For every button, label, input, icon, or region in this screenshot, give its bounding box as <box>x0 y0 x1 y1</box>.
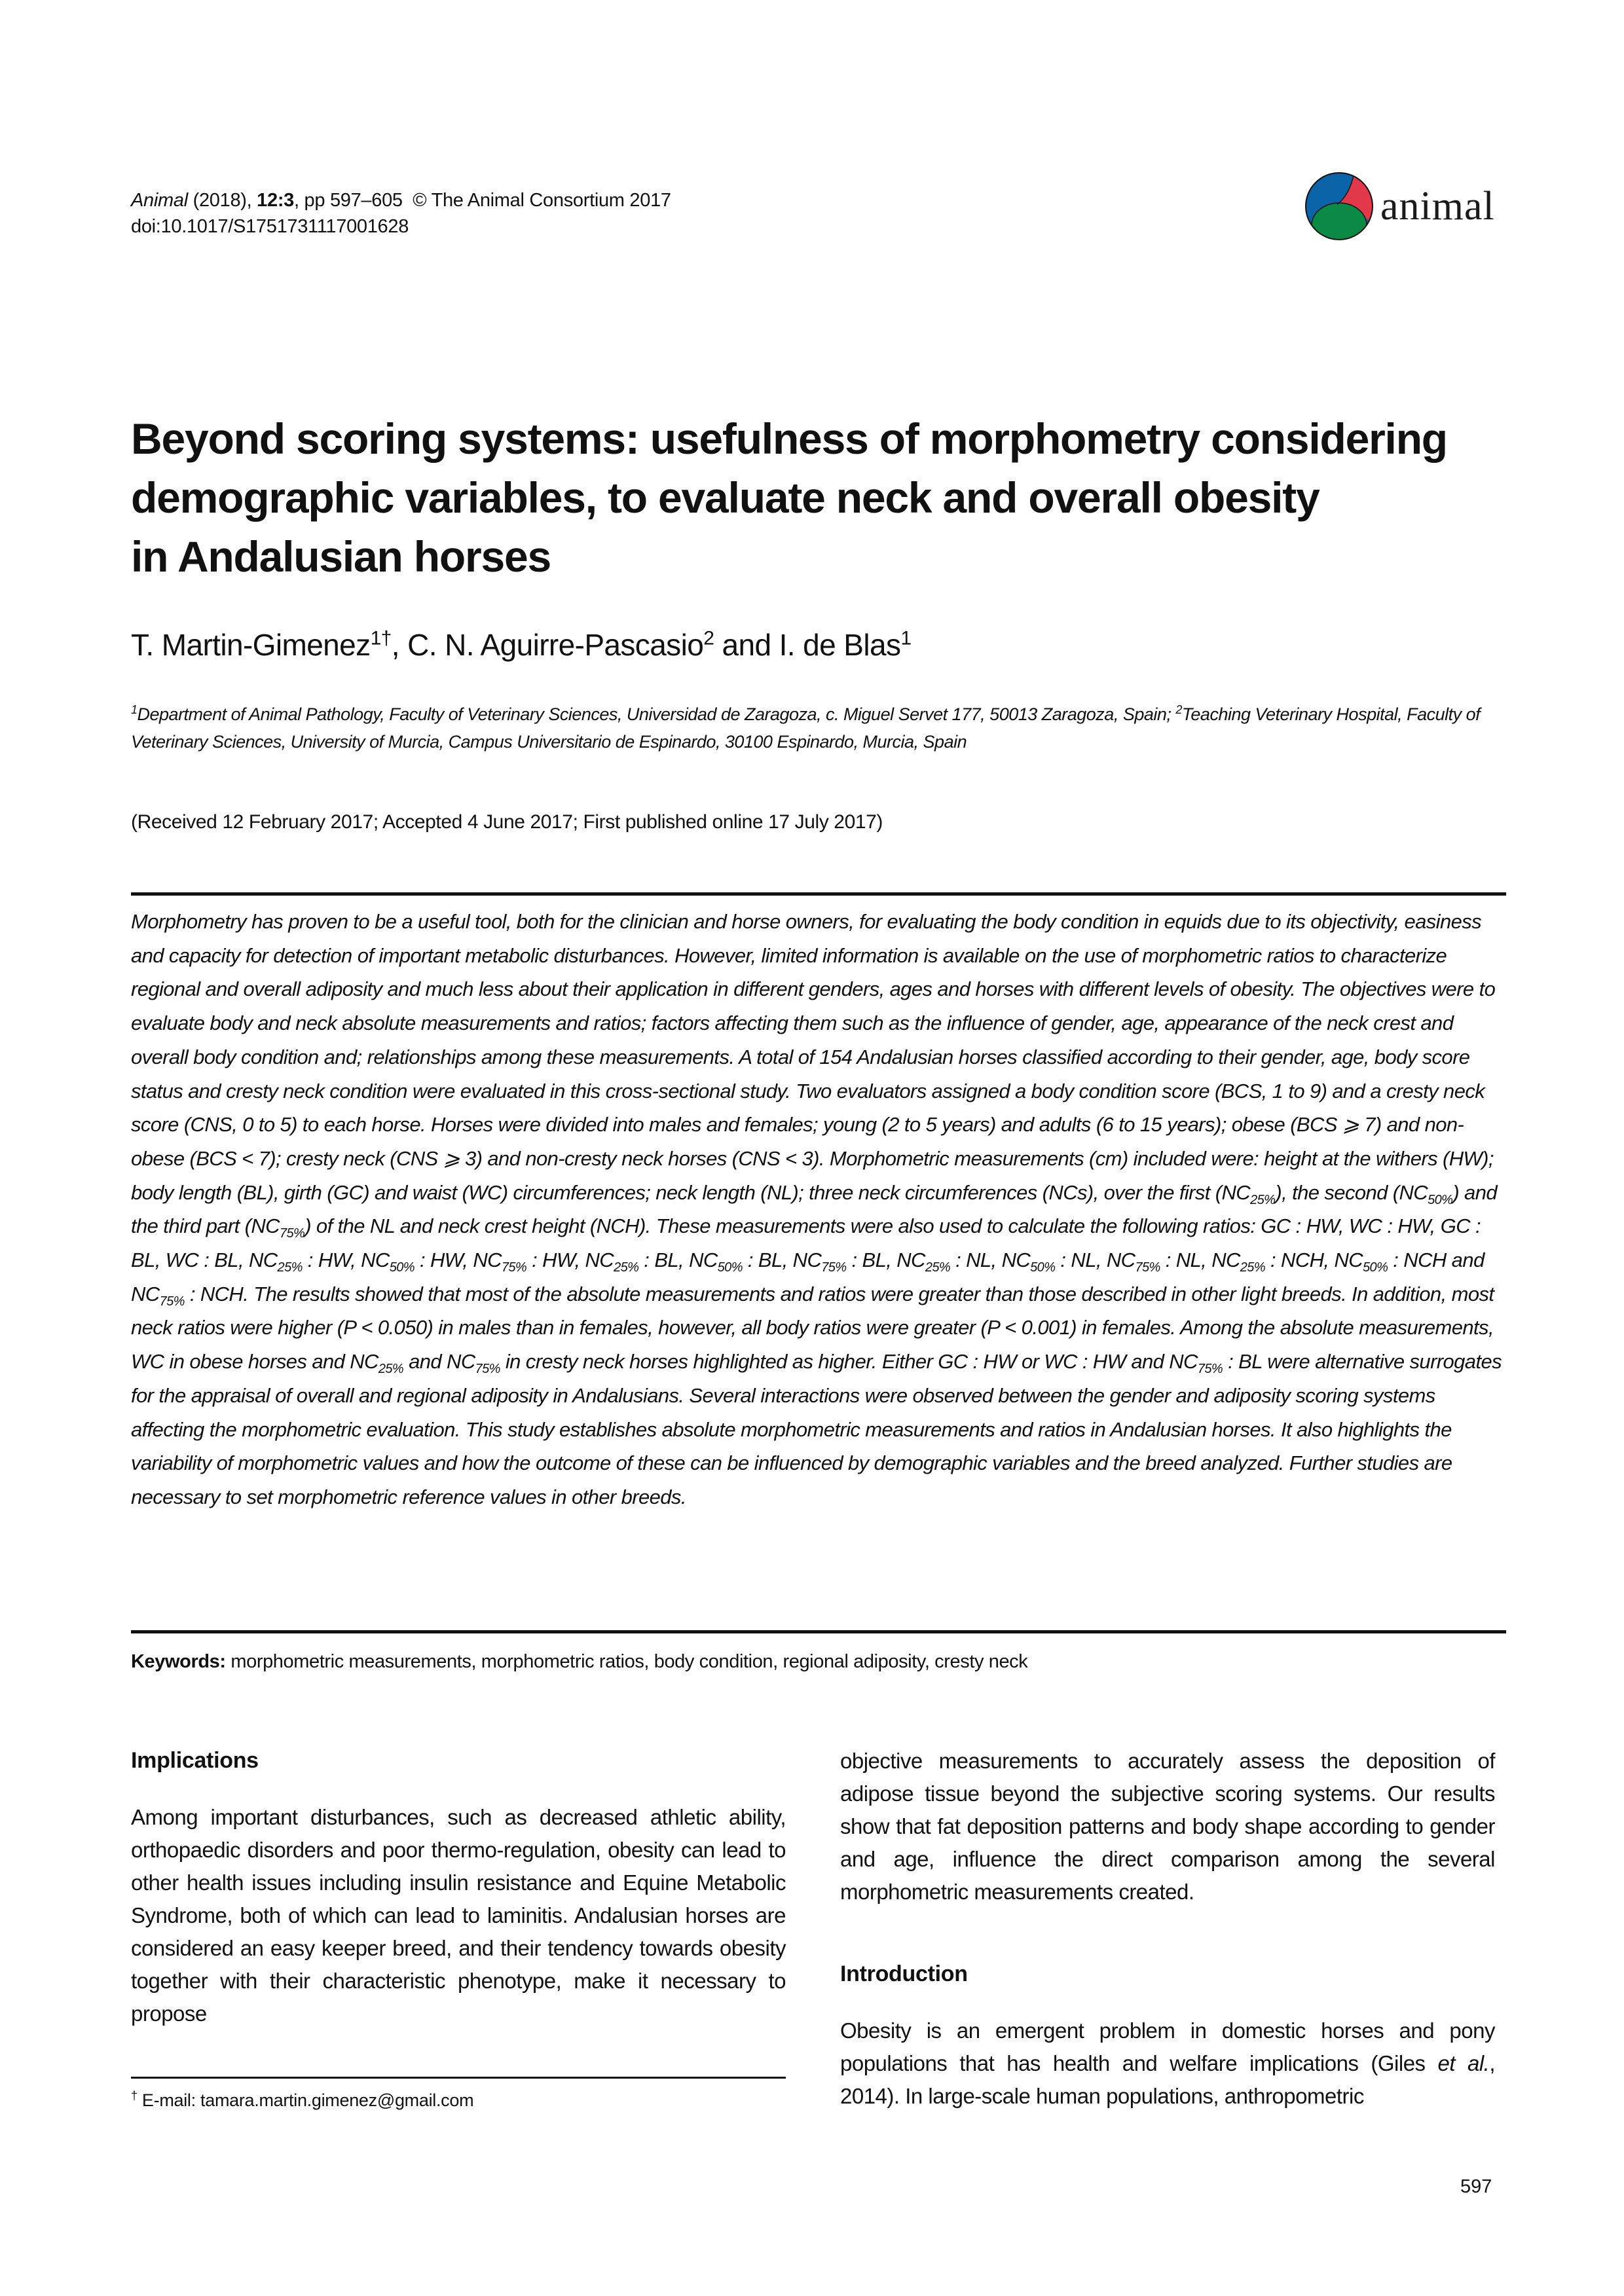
abstract-text: : NL, NC <box>950 1248 1031 1272</box>
doi[interactable]: doi:10.1017/S1751731117001628 <box>131 216 409 237</box>
abstract-text: ) and the third part (NC <box>131 1180 1497 1238</box>
page-range: , pp 597–605 <box>294 190 403 211</box>
footnote-rule <box>131 2077 786 2079</box>
citation-line <box>131 187 671 213</box>
subscript: 50% <box>1363 1260 1388 1275</box>
title-line: Beyond scoring systems: usefulness of morphometry considering <box>131 414 1447 463</box>
keywords-text: morphometric measurements, morphometric ratios, body condition, regional adiposity, cresty neck <box>225 1651 1028 1672</box>
subscript: 25% <box>1240 1260 1266 1275</box>
journal-name: Animal <box>131 190 188 211</box>
title-line: in Andalusian horses <box>131 532 551 581</box>
abstract-text: : NL, NC <box>1160 1248 1240 1272</box>
abstract-text: : BL, NC <box>638 1248 718 1272</box>
journal-logo <box>1303 167 1500 246</box>
subscript: 75% <box>475 1362 500 1377</box>
abstract-text: and NC <box>403 1350 475 1374</box>
author-name: T. Martin-Gimenez <box>131 628 371 662</box>
section-heading-implications: Implications <box>131 1748 259 1773</box>
subscript: 75% <box>279 1226 305 1241</box>
article-title <box>131 409 1532 586</box>
author-separator: and <box>714 628 779 662</box>
author-separator: , <box>391 628 408 662</box>
keywords-label: Keywords: <box>131 1651 226 1672</box>
abstract-text: : HW, NC <box>302 1248 390 1272</box>
subscript: 75% <box>501 1260 527 1275</box>
abstract-text: in cresty neck horses highlighted as higher. Either GC : HW or WC : HW and NC <box>500 1350 1198 1374</box>
right-column <box>840 1745 1495 2113</box>
abstract-text: ), the second (NC <box>1275 1180 1428 1204</box>
volume-issue: 12:3 <box>257 190 295 211</box>
keywords <box>131 1649 1027 1675</box>
citation-et-al: et al. <box>1437 2051 1490 2075</box>
corresponding-email[interactable]: E-mail: tamara.martin.gimenez@gmail.com <box>137 2090 474 2110</box>
running-head <box>131 187 671 240</box>
subscript: 75% <box>1197 1362 1223 1377</box>
implications-paragraph-continued: objective measurements to accurately assess the deposition of adipose tissue beyond the subjective scoring systems. Our results show that fat deposition patterns and body shape according to gender and age, influence the direct comparison among the several morphometric measurements created. <box>840 1749 1495 1904</box>
section-heading-introduction: Introduction <box>840 1961 968 1986</box>
footnote-mark: † <box>131 2089 138 2102</box>
subscript: 25% <box>378 1362 404 1377</box>
abstract-text: Morphometry has proven to be a useful tool, both for the clinician and horse owners, for evaluating the body condition in equids due to its objectivity, easiness and capacity for detection of important metabolic disturbances. However, limited information is available on the use of morphometric ratios to characterize regional and overall adiposity and much less about their application in different genders, ages and horses with different levels of obesity. The objectives were to evaluate body and neck absolute measurements and ratios; factors affecting them such as the influence of gender, age, appearance of the neck crest and overall body condition and; relationships among these measurements. A total of 154 Andalusian horses classified according to their gender, age, body score status and cresty neck condition were evaluated in this cross-sectional study. Two evaluators assigned a body condition score (BCS, 1 to 9) and a cresty neck score (CNS, 0 to 5) to each horse. Horses were divided into males and females; young (2 to 5 years) and adults (6 to 15 years); obese (BCS ⩾ 7) and non-obese (BCS < 7); cresty neck (CNS ⩾ 3) and non-cresty neck horses (CNS < 3). Morphometric measurements (cm) included were: height at the withers (HW); body length (BL), girth (GC) and waist (WC) circumferences; neck length (NL); three neck circumferences (NCs), over the first (NC <box>131 910 1496 1204</box>
footnote <box>131 2087 473 2113</box>
copyright: © The Animal Consortium 2017 <box>413 190 671 211</box>
page-number: 597 <box>1460 2176 1492 2197</box>
abstract-text: : NCH, NC <box>1265 1248 1363 1272</box>
abstract-text: : BL, NC <box>742 1248 822 1272</box>
abstract-text: : NCH and NC <box>131 1248 1485 1305</box>
subscript: 50% <box>717 1260 743 1275</box>
author-affiliation-mark: 1 <box>900 627 912 649</box>
author-list <box>131 625 911 665</box>
abstract-text: ) of the NL and neck crest height (NCH). These measurements were also used to calculate the following ratios: GC : HW, WC : HW, GC : BL, WC : BL, NC <box>131 1214 1481 1272</box>
abstract-text: : BL were alternative surrogates for the appraisal of overall and regional adiposity in Andalusians. Several interactions were observed between the gender and adiposity scoring systems affecting the morphometric evaluation. This study establishes absolute morphometric measurements and ratios in Andalusian horses. It also highlights the variability of morphometric values and how the outcome of these can be influenced by demographic variables and the breed analyzed. Further studies are necessary to set morphometric reference values in other breeds. <box>131 1350 1502 1508</box>
received-dates: (Received 12 February 2017; Accepted 4 June 2017; First published online 17 July 2017) <box>131 811 883 833</box>
affiliation-mark: 2 <box>1175 703 1182 716</box>
subscript: 25% <box>1250 1192 1276 1207</box>
author-affiliation-mark: 2 <box>703 627 714 649</box>
author-name: C. N. Aguirre-Pascasio <box>407 628 704 662</box>
subscript: 25% <box>614 1260 639 1275</box>
abstract-text: : NCH. The results showed that most of the absolute measurements and ratios were greater than those described in other light breeds. In addition, most neck ratios were higher (P < 0.050) in males than in females, however, all body ratios were greater (P < 0.001) in females. Among the absolute measurements, WC in obese horses and NC <box>131 1282 1494 1374</box>
animal-logo-icon <box>1303 170 1375 242</box>
introduction-text: , 2014). In large-scale human populations, anthropometric <box>840 2051 1496 2108</box>
abstract <box>131 905 1513 1514</box>
title-line: demographic variables, to evaluate neck and overall obesity <box>131 473 1320 522</box>
abstract-text: : HW, NC <box>414 1248 502 1272</box>
abstract-bottom-rule <box>131 1630 1506 1633</box>
subscript: 75% <box>159 1294 185 1309</box>
introduction-text: Obesity is an emergent problem in domestic horses and pony populations that has health and welfare implications (Giles <box>840 2018 1495 2075</box>
subscript: 75% <box>1135 1260 1160 1275</box>
author-name: I. de Blas <box>779 628 901 662</box>
left-column <box>131 1745 786 2030</box>
subscript: 50% <box>1428 1192 1453 1207</box>
logo-wordmark: animal <box>1380 183 1495 228</box>
introduction-paragraph <box>840 2014 1495 2113</box>
implications-paragraph: Among important disturbances, such as decreased athletic ability, orthopaedic disorders and poor thermo-regulation, obesity can lead to other health issues including insulin resistance and Equine Metabolic Syndrome, both of which can lead to laminitis. Andalusian horses are considered an easy keeper breed, and their tendency towards obesity together with their characteristic phenotype, make it necessary to propose <box>131 1805 786 2026</box>
abstract-top-rule <box>131 892 1506 896</box>
affiliation-text: Department of Animal Pathology, Faculty of Veterinary Sciences, Universidad de Zaragoza, c. Miguel Servet 177, 50013 Zaragoza, Spain; <box>137 704 1176 724</box>
subscript: 75% <box>821 1260 847 1275</box>
affiliation-text: Teaching Veterinary Hospital, Faculty of Veterinary Sciences, University of Murcia, Campus Universitario de Espinardo, 30100 Espinardo, Murcia, Spain <box>131 704 1481 752</box>
affiliations <box>131 701 1532 756</box>
subscript: 25% <box>277 1260 303 1275</box>
subscript: 50% <box>389 1260 415 1275</box>
author-affiliation-mark: 1† <box>370 627 392 649</box>
journal-year: (2018), <box>193 190 252 211</box>
abstract-text: : NL, NC <box>1055 1248 1135 1272</box>
subscript: 25% <box>925 1260 951 1275</box>
affiliation-mark: 1 <box>131 703 138 716</box>
abstract-text: : BL, NC <box>846 1248 925 1272</box>
abstract-text: : HW, NC <box>526 1248 614 1272</box>
subscript: 50% <box>1030 1260 1056 1275</box>
